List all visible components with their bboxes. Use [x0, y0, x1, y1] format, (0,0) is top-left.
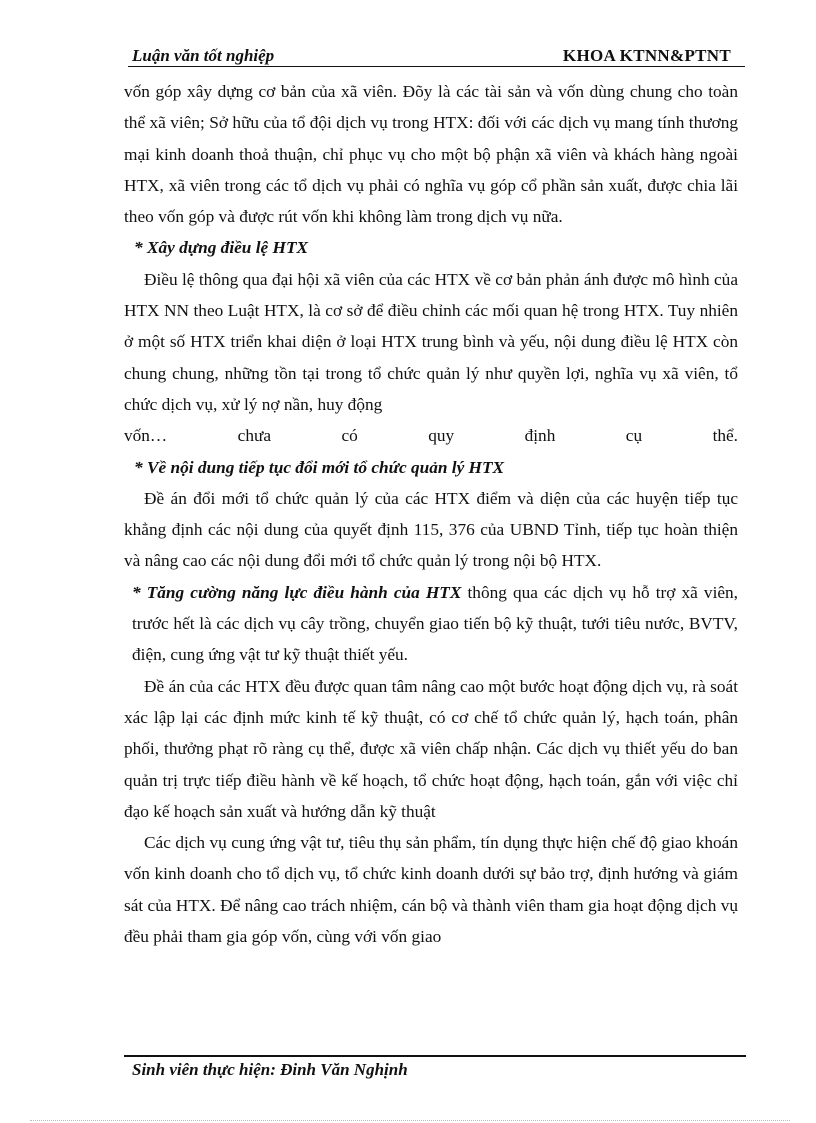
word: định: [524, 426, 556, 446]
paragraph-project: Đề án của các HTX đều được quan tâm nâng cao một bước hoạt động dịch vụ, rà soát xác lập lại các định mức kinh tế kỹ thuật, có cơ chế tổ chức quản lý, hạch toán, phân phối, thưởng phạt rõ ràng cụ thể, được xã viên chấp nhận. Các dịch vụ thiết yếu do ban quản trị trực tiếp điều hành về kế hoạch, tổ chức hoạt động, hạch toán, gắn với việc chỉ đạo kế hoạch sản xuất và hướng dẫn kỹ thuật: [124, 676, 738, 821]
paragraph-capacity-text: thông qua các dịch vụ hỗ trợ xã viên, trước hết là các dịch vụ cây trồng, chuyển giao tiến bộ kỹ thuật, tưới tiêu nước, BVTV, điện, cung ứng vật tư kỹ thuật thiết yếu.: [132, 582, 739, 665]
heading-charter: * Xây dựng điều lệ HTX: [134, 238, 309, 258]
word: chưa: [237, 426, 272, 446]
page-bottom-border: [30, 1120, 790, 1121]
document-body: [124, 76, 738, 952]
paragraph-charter-last-line: [124, 420, 738, 451]
paragraph-services: Các dịch vụ cung ứng vật tư, tiêu thụ sản phẩm, tín dụng thực hiện chế độ giao khoán vốn kinh doanh cho tổ dịch vụ, tổ chức kinh doanh dưới sự bảo trợ, định hướng và giám sát của HTX. Để nâng cao trách nhiệm, cán bộ và thành viên tham gia hoạt động dịch vụ đều phải tham gia góp vốn, cùng với vốn giao: [124, 833, 738, 947]
footer-student: Sinh viên thực hiện: Đinh Văn Nghịnh: [132, 1060, 408, 1079]
paragraph-capital: vốn góp xây dựng cơ bản của xã viên. Đõy là các tài sản và vốn dùng chung cho toàn thể xã viên; Sở hữu của tổ đội dịch vụ trong HTX: đối với các dịch vụ mang tính thương mại kinh doanh thoả thuận, chỉ phục vụ cho một bộ phận xã viên và khách hàng ngoài HTX, xã viên trong các tổ dịch vụ phải có nghĩa vụ góp cổ phần sản xuất, được chia lãi theo vốn góp và được rút vốn khi không làm trong dịch vụ nữa.: [124, 82, 738, 227]
word: thể.: [712, 426, 738, 446]
header-faculty-label: KHOA KTNN&PTNT: [562, 46, 731, 65]
paragraph-capacity: [124, 577, 738, 671]
paragraph-management-renewal: Đề án đổi mới tổ chức quản lý của các HTX điểm và diện của các huyện tiếp tục khẳng định các nội dung của quyết định 115, 376 của UBND Tỉnh, tiếp tục hoàn thiện và nâng cao các nội dung đổi mới tổ chức quản lý trong nội bộ HTX.: [124, 488, 738, 571]
heading-management-renewal: * Về nội dung tiếp tục đổi mới tổ chức quản lý HTX: [134, 457, 505, 477]
word: có: [341, 426, 358, 446]
word: cụ: [625, 426, 643, 446]
header-thesis-label: Luận văn tốt nghiệp: [132, 46, 275, 65]
word: vốn…: [124, 426, 168, 446]
paragraph-charter: Điều lệ thông qua đại hội xã viên của các HTX về cơ bản phản ánh được mô hình của HTX NN theo Luật HTX, là cơ sở để điều chỉnh các mối quan hệ trong HTX. Tuy nhiên ở một số HTX triển khai diện ở loại HTX trung bình và yếu, nội dung điều lệ HTX còn chung chung, những tồn tại trong tổ chức quản lý như quyền lợi, nghĩa vụ xã viên, tổ chức dịch vụ, xử lý nợ nần, huy động: [124, 269, 738, 414]
heading-capacity: * Tăng cường năng lực điều hành của HTX: [132, 582, 462, 602]
page-header: [128, 44, 745, 67]
footer-divider: [124, 1055, 746, 1057]
word: quy: [428, 426, 455, 446]
